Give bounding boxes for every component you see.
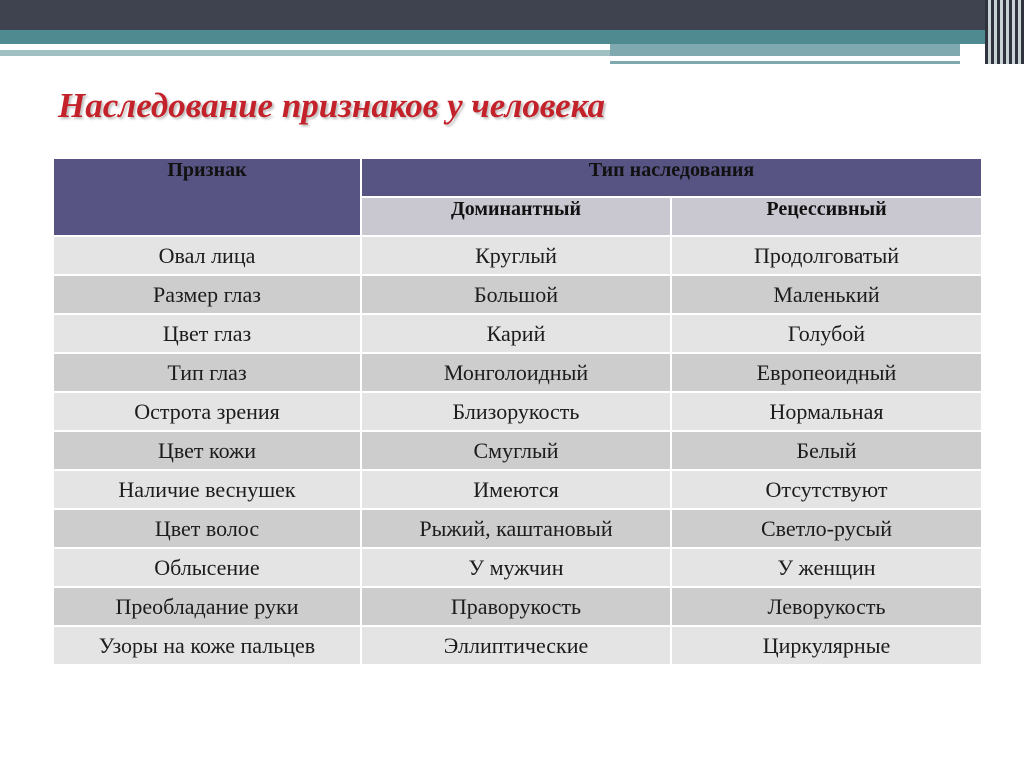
cell-recessive: Продолговатый bbox=[671, 236, 982, 275]
cell-feature: Облысение bbox=[53, 548, 361, 587]
cell-feature: Наличие веснушек bbox=[53, 470, 361, 509]
cell-dominant: Имеются bbox=[361, 470, 671, 509]
table-body bbox=[53, 236, 982, 665]
cell-recessive: У женщин bbox=[671, 548, 982, 587]
cell-recessive: Циркулярные bbox=[671, 626, 982, 665]
cell-recessive: Нормальная bbox=[671, 392, 982, 431]
table-row bbox=[53, 353, 982, 392]
cell-feature: Размер глаз bbox=[53, 275, 361, 314]
table-row bbox=[53, 470, 982, 509]
cell-recessive: Отсутствуют bbox=[671, 470, 982, 509]
cell-feature: Цвет волос bbox=[53, 509, 361, 548]
cell-recessive: Леворукость bbox=[671, 587, 982, 626]
inheritance-table bbox=[52, 157, 983, 666]
cell-dominant: Рыжий, каштановый bbox=[361, 509, 671, 548]
cell-dominant: Карий bbox=[361, 314, 671, 353]
cell-recessive: Светло-русый bbox=[671, 509, 982, 548]
cell-dominant: У мужчин bbox=[361, 548, 671, 587]
cell-feature: Цвет кожи bbox=[53, 431, 361, 470]
decorative-stripes bbox=[985, 0, 1024, 64]
table-row bbox=[53, 275, 982, 314]
table-row bbox=[53, 587, 982, 626]
top-bar-accent-divider bbox=[610, 56, 960, 61]
cell-feature: Острота зрения bbox=[53, 392, 361, 431]
cell-recessive: Европеоидный bbox=[671, 353, 982, 392]
slide-title: Наследование признаков у человека bbox=[58, 86, 606, 125]
table-row bbox=[53, 626, 982, 665]
top-bar-teal bbox=[0, 30, 1024, 44]
cell-feature: Преобладание руки bbox=[53, 587, 361, 626]
cell-dominant: Праворукость bbox=[361, 587, 671, 626]
table-row bbox=[53, 548, 982, 587]
header-recessive: Рецессивный bbox=[671, 197, 982, 236]
table-row bbox=[53, 314, 982, 353]
header-inheritance-type: Тип наследования bbox=[361, 158, 982, 197]
cell-recessive: Голубой bbox=[671, 314, 982, 353]
table-row bbox=[53, 431, 982, 470]
cell-recessive: Белый bbox=[671, 431, 982, 470]
table-row bbox=[53, 509, 982, 548]
cell-dominant: Смуглый bbox=[361, 431, 671, 470]
cell-dominant: Монголоидный bbox=[361, 353, 671, 392]
top-bar-accent-right bbox=[610, 44, 960, 64]
cell-dominant: Эллиптические bbox=[361, 626, 671, 665]
cell-feature: Узоры на коже пальцев bbox=[53, 626, 361, 665]
table-row bbox=[53, 392, 982, 431]
top-bar-accent-left bbox=[0, 50, 610, 56]
cell-dominant: Большой bbox=[361, 275, 671, 314]
cell-dominant: Близорукость bbox=[361, 392, 671, 431]
header-feature: Признак bbox=[53, 158, 361, 236]
header-dominant: Доминантный bbox=[361, 197, 671, 236]
cell-feature: Цвет глаз bbox=[53, 314, 361, 353]
cell-feature: Овал лица bbox=[53, 236, 361, 275]
cell-feature: Тип глаз bbox=[53, 353, 361, 392]
table-row bbox=[53, 236, 982, 275]
cell-dominant: Круглый bbox=[361, 236, 671, 275]
cell-recessive: Маленький bbox=[671, 275, 982, 314]
top-bar-dark bbox=[0, 0, 1024, 30]
